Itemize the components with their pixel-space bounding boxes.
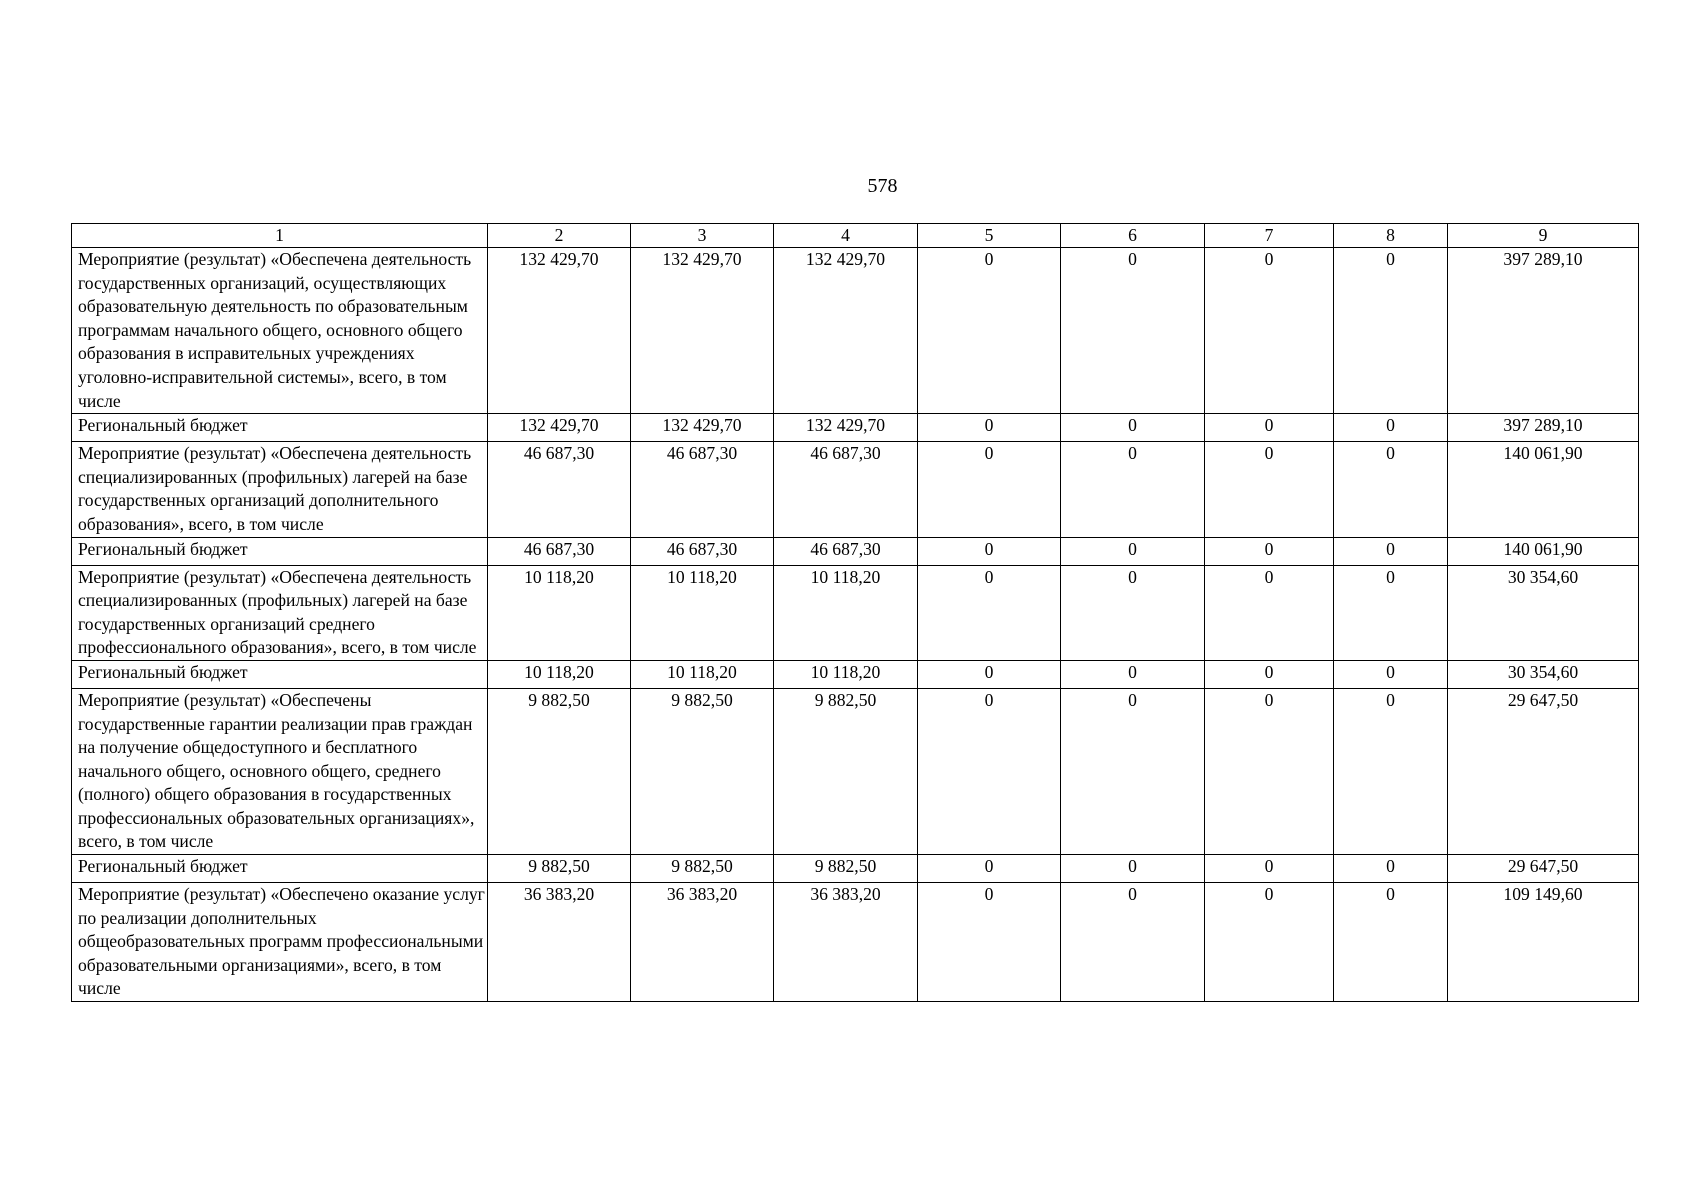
table-row (72, 248, 1639, 414)
table-cell: 0 (1334, 855, 1448, 883)
table-row (72, 855, 1639, 883)
table-cell: 0 (1061, 660, 1205, 688)
table-cell: 36 383,20 (488, 883, 631, 1002)
column-header: 6 (1061, 224, 1205, 248)
table-cell: 132 429,70 (488, 248, 631, 414)
table-cell: 10 118,20 (488, 565, 631, 660)
table-cell-total: 29 647,50 (1448, 855, 1639, 883)
table-cell: 0 (1205, 855, 1334, 883)
table-cell: 0 (1205, 883, 1334, 1002)
table-cell: 132 429,70 (488, 414, 631, 442)
table-cell: 0 (1061, 248, 1205, 414)
table-cell: 10 118,20 (774, 660, 918, 688)
table-cell: 36 383,20 (631, 883, 774, 1002)
table-cell: 0 (918, 660, 1061, 688)
column-header: 4 (774, 224, 918, 248)
table-cell-total: 29 647,50 (1448, 688, 1639, 854)
column-header: 1 (72, 224, 488, 248)
column-header: 3 (631, 224, 774, 248)
table-cell: 0 (1334, 537, 1448, 565)
table-cell: 132 429,70 (774, 248, 918, 414)
table-row (72, 883, 1639, 1002)
table-cell: 0 (918, 537, 1061, 565)
table-cell: 36 383,20 (774, 883, 918, 1002)
budget-source-label: Региональный бюджет (72, 537, 488, 565)
table-cell: 0 (1205, 442, 1334, 537)
column-header: 9 (1448, 224, 1639, 248)
table-cell: 0 (1334, 660, 1448, 688)
table-row (72, 537, 1639, 565)
table-cell: 9 882,50 (774, 855, 918, 883)
table-cell: 46 687,30 (631, 442, 774, 537)
table-row (72, 414, 1639, 442)
table-cell: 46 687,30 (774, 442, 918, 537)
table-cell: 9 882,50 (488, 855, 631, 883)
budget-source-label: Региональный бюджет (72, 414, 488, 442)
table-cell: 132 429,70 (631, 414, 774, 442)
table-cell: 0 (1334, 248, 1448, 414)
table-cell: 46 687,30 (631, 537, 774, 565)
table-cell: 0 (918, 883, 1061, 1002)
table-cell: 0 (1061, 855, 1205, 883)
page-number: 578 (867, 175, 898, 197)
column-header: 5 (918, 224, 1061, 248)
table-cell: 46 687,30 (488, 442, 631, 537)
table-cell: 0 (1061, 565, 1205, 660)
measure-description: Мероприятие (результат) «Обеспечено оказание услуг по реализации дополнительных общеобразовательных программ профессиональными образовательными организациями», всего, в том числе (72, 883, 488, 1002)
budget-table (71, 223, 1639, 1002)
table-cell-total: 30 354,60 (1448, 565, 1639, 660)
table-cell: 0 (1334, 565, 1448, 660)
table-cell: 132 429,70 (774, 414, 918, 442)
table-cell-total: 109 149,60 (1448, 883, 1639, 1002)
table-cell: 0 (918, 565, 1061, 660)
table-cell: 10 118,20 (774, 565, 918, 660)
table-cell-total: 30 354,60 (1448, 660, 1639, 688)
table-cell: 0 (1334, 688, 1448, 854)
column-header: 8 (1334, 224, 1448, 248)
table-cell: 10 118,20 (488, 660, 631, 688)
budget-source-label: Региональный бюджет (72, 660, 488, 688)
table-cell-total: 140 061,90 (1448, 442, 1639, 537)
table-cell: 0 (1205, 537, 1334, 565)
column-header: 7 (1205, 224, 1334, 248)
budget-source-label: Региональный бюджет (72, 855, 488, 883)
table-cell: 0 (918, 688, 1061, 854)
table-cell: 0 (1334, 883, 1448, 1002)
table-cell: 0 (1061, 688, 1205, 854)
table-row (72, 660, 1639, 688)
measure-description: Мероприятие (результат) «Обеспечена деятельность специализированных (профильных) лагерей на базе государственных организаций среднего профессионального образования», всего, в том числе (72, 565, 488, 660)
table-cell: 0 (1205, 660, 1334, 688)
measure-description: Мероприятие (результат) «Обеспечена деятельность специализированных (профильных) лагерей на базе государственных организаций дополнительного образования», всего, в том числе (72, 442, 488, 537)
table-cell: 0 (1061, 414, 1205, 442)
table-cell: 0 (918, 248, 1061, 414)
table-cell-total: 140 061,90 (1448, 537, 1639, 565)
table-cell: 0 (918, 414, 1061, 442)
measure-description: Мероприятие (результат) «Обеспечена деятельность государственных организаций, осуществляющих образовательную деятельность по образовательным программам начального общего, основного общего образования в исправительных учреждениях уголовно-исправительной системы», всего, в том числе (72, 248, 488, 414)
table-cell: 0 (1205, 688, 1334, 854)
table-cell: 0 (918, 442, 1061, 537)
table-cell: 10 118,20 (631, 660, 774, 688)
table-cell: 0 (1205, 414, 1334, 442)
table-row (72, 442, 1639, 537)
table-cell: 0 (918, 855, 1061, 883)
table-cell: 0 (1205, 248, 1334, 414)
table-cell: 46 687,30 (774, 537, 918, 565)
column-header: 2 (488, 224, 631, 248)
table-cell: 46 687,30 (488, 537, 631, 565)
table-cell: 0 (1334, 414, 1448, 442)
table-cell: 0 (1061, 537, 1205, 565)
table-cell-total: 397 289,10 (1448, 414, 1639, 442)
table-cell: 9 882,50 (631, 688, 774, 854)
table-cell: 0 (1334, 442, 1448, 537)
measure-description: Мероприятие (результат) «Обеспечены государственные гарантии реализации прав граждан на получение общедоступного и бесплатного начального общего, основного общего, среднего (полного) общего образования в государственных профессиональных образовательных организациях», всего, в том числе (72, 688, 488, 854)
table-cell: 10 118,20 (631, 565, 774, 660)
table-cell: 0 (1061, 442, 1205, 537)
table-cell: 0 (1205, 565, 1334, 660)
table-row (72, 688, 1639, 854)
table-cell: 9 882,50 (631, 855, 774, 883)
column-number-row (72, 224, 1639, 248)
table-row (72, 565, 1639, 660)
table-cell: 9 882,50 (774, 688, 918, 854)
table-cell: 0 (1061, 883, 1205, 1002)
table-cell: 132 429,70 (631, 248, 774, 414)
table-cell: 9 882,50 (488, 688, 631, 854)
table-cell-total: 397 289,10 (1448, 248, 1639, 414)
